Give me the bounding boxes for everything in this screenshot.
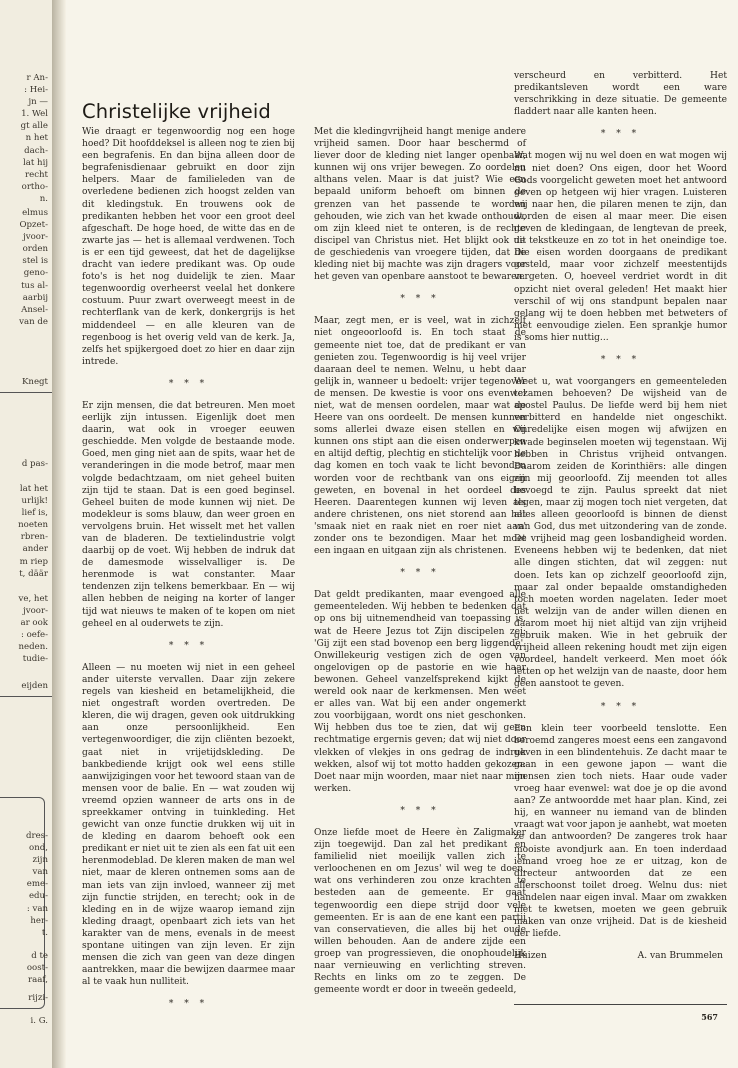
page-fold [52,0,66,1068]
end-rule [514,1004,727,1005]
gutter-rule [0,392,52,393]
paragraph: Maar, zegt men, er is veel, wat in zichzelf niet ongeoorloofd is. En toch staat de gemeente niet toe, dat de predikant er van genieten zou. Tegenwoordig is hij veel vrijer daaraan deel te nemen. Welnu, u hebt daar gelijk in, wanneer u bedoelt: vrijer tegenover de mensen. De kwestie is voor ons evenwel niet, wat de mensen oordelen, maar wat de Heere van ons oordeelt. De mensen kunnen soms allerlei dwaze eisen stellen en wij kunnen ons stipt aan die eisen onderwerpen en altijd deftig, plechtig en stichtelijk voor de dag komen en toch vaak te licht bevonden worden voor de rechtbank van ons eigen geweten, en bovenal in het oordeel des Heeren. Daarentegen kunnen wij leven als andere christenen, ons niet storend aan het 'smaak niet en raak niet en roer niet aan' zonder ons te bezondigen. Maar het moet een ingaan en uitgaan zijn als christenen. [314,316,526,557]
paragraph: verscheurd en verbitterd. Het predikantsleven wordt een ware verschrikking in deze situatie. De gemeente fladdert naar alle kanten heen. [514,71,727,118]
paragraph: Met die kledingvrijheid hangt menige andere vrijheid samen. Door haar beschermd of liever door de kleding niet langer openbaar, kunnen wij ons vrijer bewegen. Zo oordelen althans velen. Maar is dat juist? Wie een bepaald uniform behoeft om binnen de grenzen van het passende te worden gehouden, wie zich van het kwade onthoudt, om zijn kleed niet te onteren, is de rechte discipel van Christus niet. Het blijkt ook uit de geschiedenis van vroegere tijden, dat de kleding niet bij machte was zijn dragers voor het geven van openbare aanstoot te bewaren. [314,127,526,283]
signature-author: A. van Brummelen [637,951,723,962]
paragraph: Alleen — nu moeten wij niet in een geheel ander uiterste vervallen. Daar zijn zekere regels van kiesheid en betamelijkheid, die niet ongestraft worden overtreden. De kleren, die wij dragen, geven ook uitdrukking aan onze persoonlijkheid. Een vertegenwoordiger, die zijn cliënten bezoekt, gaat niet in vrijetijdskleding. De bankbediende krijgt ook wel eens stille aanwijzigingen voor het tewoord staan van de mensen voor de balie. En — wat zouden wij vreemd opzien wanneer de arts ons in de spreekkamer ontving in tuinkleding. Het gewicht van onze functie drukken wij uit in de kleding en daarom behoeft ook een predikant er niet uit te zien als een fat uit een herenmodeblad. De kleren maken de man wel niet, maar de kleren ontnemen soms aan de man iets van zijn invloed, wanneer zij met zijn functie strijden, en terecht; ook in de kleding en in de wijze waarop iemand zijn kleding draagt, openbaart zich iets van het karakter van de mens, evenals in de meest spontane uitingen van zijn leven. Er zijn mensen die zich van geen van deze dingen aantrekken, maar die bewijzen daarmee maar al te vaak hun nulliteit. [82,662,295,988]
section-separator: * * * [600,129,641,140]
gutter-text-fragment: d pas- [21,459,48,469]
gutter-text-fragment: elmus Opzet- jvoor- orden stel is geno- tus al- aarbij Ansel- van de [19,208,48,327]
paragraph: Dat geldt predikanten, maar evengoed alle gemeenteleden. Wij hebben te bedenken dat op ons bij uitnemendheid van toepassing is, wat de Heere Jezus tot Zijn discipelen zei: 'Gij zijt een stad bovenop een berg liggende'. Onwillekeurig vestigen zich de ogen van ongelovigen op de pastorie en wie haar bewonen. Geheel vanzelfsprekend kijkt de wereld ook naar de kerkmensen. Men weet er alles van. Wat bij een ander ongemerkt zou voorbijgaan, wordt ons niet geschonken. Wij hebben dus toe te zien, dat wij geen rechtmatige ergernis geven; dat wij niet door vlekken of vlekjes in ons gedrag de indruk wekken, alsof wij tot motto hadden gekozen: Doet naar mijn woorden, maar niet naar mijn werken. [314,590,526,794]
section-separator: * * * [168,378,209,389]
signature-place: Huizen [514,951,547,962]
paragraph: Een klein teer voorbeeld tenslotte. Een beroemd zangeres moest eens een zangavond geven in een blindentehuis. Ze dacht maar te gaan in een gewone japon — want die mensen zien toch niets. Haar oude vader vroeg haar evenwel: wat doe je op die avond aan? Ze antwoordde met haar plan. Kind, zei hij, en wanneer nu iemand van de blinden vraagt wat voor japon je aanhebt, wat moeten ze dan antwoorden? De zangeres trok haar mooiste avondjurk aan. En toen inderdaad iemand vroeg hoe ze er uitzag, kon de directeur antwoorden dat ze een allerschoonst toilet droeg. Welnu dus: niet handelen naar eigen inval. Maar om zwakken niet te kwetsen, moeten we geen gebruik maken van onze vrijheid. Dat is de kiesheid der liefde. [514,723,727,940]
paragraph: Wie draagt er tegenwoordig nog een hoge hoed? Dit hoofddeksel is alleen nog te zien bij een begrafenis. En dan bijna alleen door de begrafenisdienaar gebruikt en door zijn helpers. Maar de familieleden van de overledene bedienen zich hoogst zelden van dit kledingstuk. En trouwens ook de predikanten hebben het voor een groot deel afgeschaft. De hoge hoed, de witte das en de zwarte jas — het is allemaal verdwenen. Toch is er een tijd geweest, dat het de dagelijkse dracht van iedere predikant was. Op oude foto's is het nog duidelijk te zien. Maar tegenwoordig overheerst veelal het donkere costuum. Puur zwart overweegt meest in de rechterflank van de kerk, donkergrijs is het middendeel — en alle kleuren van de regenboog is het overig veld van de kerk. Ja, zelfs het spijkergoed doet zo hier en daar zijn intrede. [82,127,295,367]
gutter-text-fragment: lat het urlijk! lief is, noeten rbren- ander m riep t, däär [18,484,48,579]
section-separator: * * * [400,568,440,579]
previous-page-margin [0,0,53,1068]
section-separator: * * * [600,701,641,712]
gutter-text-fragment: eijden [21,681,48,691]
article-page [66,0,738,1068]
column-2 [314,126,526,996]
gutter-text-fragment: ve, het jvoor- ar ook : oefe- neden. tudie- [18,594,48,665]
signature [514,950,727,962]
gutter-text-fragment: r An- : Hei- jn — 1. Wel gt alle n het dach- lat hij recht ortho- n. [20,73,48,204]
column-1 [82,126,295,1020]
column-3 [514,70,727,962]
gutter-text-fragment: i. G. [30,1016,48,1026]
article-title: Christelijke vrijheid [82,100,271,123]
paragraph: Er zijn mensen, die dat betreuren. Men moet eerlijk zijn intussen. Eigenlijk doet men daarin, wat ook in vroeger eeuwen geschiedde. Men volgde de bestaande mode. Goed, men ging niet aan de spits, waar het de veranderingen in die mode betrof, maar men volgde bedachtzaam, om niet geheel buiten zijn tijd te staan. Dat is een goed beginsel. Geheel buiten de mode kunnen wij niet. De modekleur is soms blauw, dan weer groen en vervolgens bruin. Het wisselt met het vallen van de bladeren. De textielindustrie volgt daarbij op de voet. Wij hebben de indruk dat de damesmode wisselvalliger is. De herenmode is wat constanter. Maar tendenzen zijn telkens bemerkbaar. En — wij allen hebben de neiging na korter of langer tijd wat nieuws te maken of te kopen om niet geheel en al ouderwets te zijn. [82,400,295,629]
gutter-rule [0,696,52,697]
section-separator: * * * [168,999,209,1010]
paragraph: Wat mogen wij nu wel doen en wat mogen wij nu niet doen? Ons eigen, door het Woord Gods voorgelicht geweten moet het antwoord geven op hetgeen wij hier vragen. Luisteren wij naar hen, die pilaren menen te zijn, dan worden de eisen al maar meer. Die eisen geven de kledingaan, de lengtevan de preek, de tekstkeuze en zo tot in het oneindige toe. Die eisen worden doorgaans de predikant gesteld, maar voor zichzelf meestentijds vergeten. O, hoeveel verdriet wordt in dit opzicht niet overal geleden! Het maakt hier verschil of wij ons standpunt bepalen naar gelang wij te doen hebben met betweters of met eenvoudige zielen. Een sprankje humor is soms hier nuttig... [514,151,727,343]
paragraph: Onze liefde moet de Heere èn Zaligmaker zijn toegewijd. Dan zal het predikant en familielid niet moeilijk vallen zich te verloochenen en om Jezus' wil weg te doen, wat ons verhinderen zou onze krachten te besteden aan de gemeente. Er gaat tegenwoordig een diepe strijd door vele gemeenten. Er is aan de ene kant een partij van conservatieven, die alles bij het oude willen behouden. Aan de andere zijde een groep van progressieven, die onophoudelijk naar vernieuwing en verlichting streven. Rechts en links om zo te zeggen. De gemeente wordt er door in tweeën gedeeld, [314,827,526,996]
gutter-text-fragment: d te oost- raaf, [26,951,48,986]
gutter-text-fragment: dres- ond, zijn van eme- edu- : van her- t. [25,831,48,938]
section-separator: * * * [400,294,440,305]
page-number: 567 [701,1012,718,1022]
section-separator: * * * [600,354,641,365]
paragraph: Weet u, wat voorgangers en gemeenteleden tezamen behoeven? De wijsheid van de apostel Paulus. De liefde werd bij hem niet verbitterd en handelde niet ongeschikt. Onredelijke eisen mogen wij afwijzen en kwade beginselen moeten wij tegenstaan. Wij hebben in Christus vrijheid ontvangen. Daarom zeiden de Korinthiërs: alle dingen zijn mij geoorloofd. Zij meenden tot alles bevoegd te zijn. Paulus spreekt dat niet tegen, maar zij mogen toch niet vergeten, dat alles alleen geoorloofd is binnen de dienst van God, dus met uitzondering van de zonde. De vrijheid mag geen losbandigheid worden. Eveneens hebben wij te bedenken, dat niet alle dingen stichten, dat wil zeggen: nut doen. Iets kan op zichzelf geoorloofd zijn, maar zal onder bepaalde omstandigheden toch moeten worden nagelaten. Ieder moet het welzijn van de ander willen dienen en daarom moet hij niet altijd van zijn vrijheid gebruik maken. Wie in het gebruik der vrijheid alleen rekening houdt met zijn eigen voordeel, handelt verkeerd. Men moet óók letten op het welzijn van de naaste, door hem geen aanstoot te geven. [514,377,727,690]
gutter-text-fragment: Knegt [22,377,48,387]
section-separator: * * * [168,640,209,651]
gutter-text-fragment: rijzi- [28,993,48,1003]
section-separator: * * * [400,805,440,816]
